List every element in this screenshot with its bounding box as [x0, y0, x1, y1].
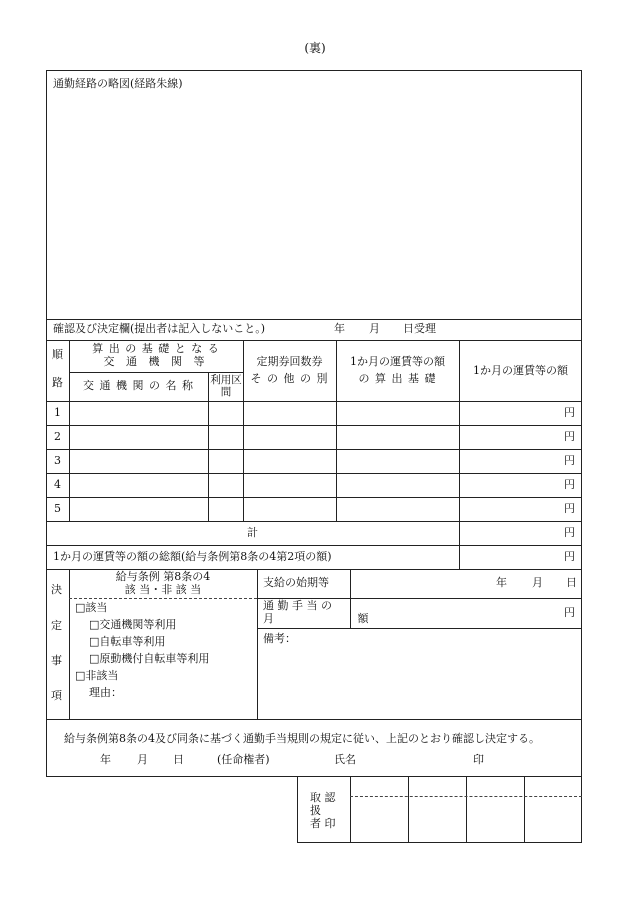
- monthly-fare-header: 1か月の運賃等の額: [473, 364, 568, 377]
- applicability-options: 該 当・非 該 当: [124, 583, 202, 596]
- calc-basis-header-line1: 1か月の運賃等の額: [350, 355, 445, 368]
- route-map-box: [46, 70, 582, 320]
- handler-label-line1: 取 認: [310, 791, 336, 804]
- applicable-checkbox[interactable]: □該当: [75, 601, 108, 614]
- seal-label: 印: [473, 753, 484, 766]
- row-yen-unit: 円: [564, 454, 575, 467]
- appointing-authority-label: (任命権者): [217, 753, 270, 766]
- remarks-label: 備考：: [263, 632, 296, 645]
- row-number: 5: [54, 502, 61, 515]
- header-bottom-line: [46, 401, 582, 402]
- row-number: 3: [54, 454, 61, 467]
- received-month-label: 月: [369, 322, 380, 335]
- monthly-allowance-label-line1: 通 勤 手 当 の: [263, 599, 332, 612]
- transport-option-checkbox[interactable]: □交通機関等利用: [89, 618, 177, 631]
- seal-cell[interactable]: [409, 797, 465, 842]
- row-number: 4: [54, 478, 61, 491]
- seal-cell[interactable]: [467, 797, 523, 842]
- signature-year-label: 年: [100, 753, 111, 766]
- decision-label-char: 定: [51, 619, 62, 632]
- grand-total-label: 1か月の運賃等の額の総額(給与条例第8条の4第2項の額): [53, 550, 332, 563]
- transport-name-header: 交 通 機 関 の 名 称: [83, 379, 194, 392]
- total-label: 計: [247, 526, 258, 539]
- ticket-type-header-line2: そ の 他 の 別: [250, 372, 329, 385]
- row-number: 2: [54, 430, 61, 443]
- start-month-label: 月: [532, 576, 543, 589]
- handler-label-line3: 者 印: [310, 817, 336, 830]
- row-number: 1: [54, 406, 61, 419]
- not-applicable-checkbox[interactable]: □非該当: [75, 669, 119, 682]
- header-split-line: [69, 372, 243, 373]
- monthly-allowance-yen-unit: 円: [564, 606, 575, 619]
- reason-label: 理由：: [89, 686, 122, 699]
- start-date-label: 支給の始期等: [263, 576, 329, 589]
- ordinance-reference: 給与条例 第8条の4: [115, 570, 211, 583]
- table-top-line: [46, 340, 582, 341]
- signature-month-label: 月: [137, 753, 148, 766]
- row-yen-unit: 円: [564, 478, 575, 491]
- row-yen-unit: 円: [564, 430, 575, 443]
- seal-cell[interactable]: [351, 797, 407, 842]
- basis-header-line1: 算 出 の 基 礎 と な る: [92, 342, 220, 355]
- decision-label-char: 項: [51, 689, 62, 702]
- row-yen-unit: 円: [564, 502, 575, 515]
- calc-basis-header-line2: の 算 出 基 礎: [358, 372, 437, 385]
- grand-total-yen-unit: 円: [564, 550, 575, 563]
- monthly-allowance-label-line2: 月 額: [263, 612, 409, 625]
- ordinance-dashed-line: [69, 598, 257, 599]
- bicycle-option-checkbox[interactable]: □自転車等利用: [89, 635, 166, 648]
- received-day-label: 日受理: [403, 322, 436, 335]
- decision-label-char: 決: [51, 583, 62, 596]
- name-label: 氏名: [334, 753, 356, 766]
- confirmation-title: 確認及び決定欄(提出者は記入しないこと。): [53, 322, 266, 335]
- total-yen-unit: 円: [564, 526, 575, 539]
- start-day-label: 日: [566, 576, 577, 589]
- order-header-bottom: 路: [52, 376, 63, 389]
- confirmation-statement: 給与条例第8条の4及び同条に基づく通勤手当規則の規定に従い、上記のとおり確認し決定する。: [64, 732, 540, 745]
- signature-day-label: 日: [173, 753, 184, 766]
- row-yen-unit: 円: [564, 406, 575, 419]
- seal-cell[interactable]: [525, 797, 581, 842]
- decision-label-char: 事: [51, 654, 62, 667]
- start-year-label: 年: [496, 576, 507, 589]
- order-header-top: 順: [52, 348, 63, 361]
- route-map-title: 通勤経路の略図(経路朱線): [53, 77, 183, 90]
- page-side-label: (裏): [304, 41, 326, 55]
- section-header: 利用区間: [210, 374, 242, 398]
- handler-label-line2: 扱: [310, 804, 321, 817]
- received-year-label: 年: [334, 322, 345, 335]
- motorbike-option-checkbox[interactable]: □原動機付自転車等利用: [89, 652, 210, 665]
- ticket-type-header-line1: 定期券回数券: [256, 355, 323, 368]
- basis-header-line2: 交 通 機 関 等: [103, 355, 209, 368]
